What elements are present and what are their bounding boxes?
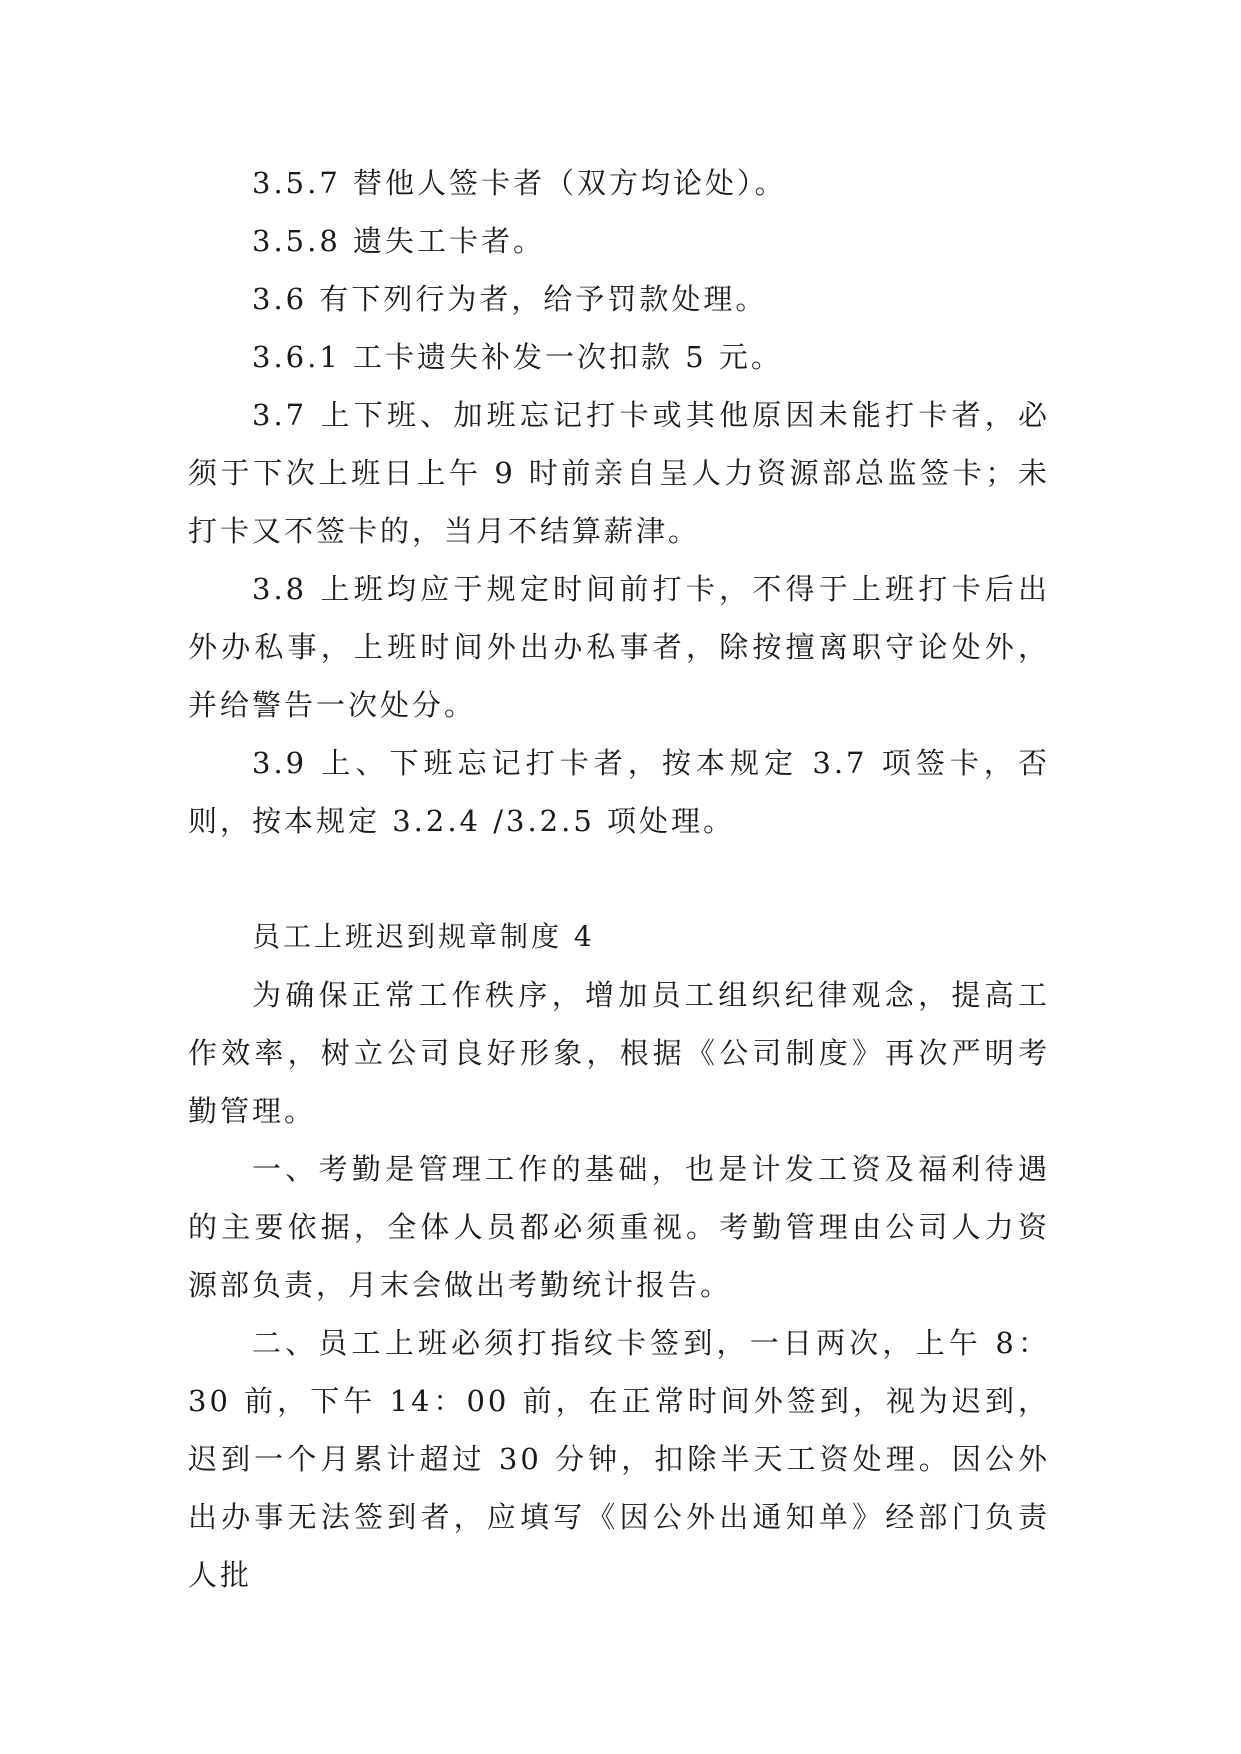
paragraph-3-8: 3.8 上班均应于规定时间前打卡，不得于上班打卡后出外办私事，上班时间外出办私事者，除按擅离职守论处外，并给警告一次处分。 bbox=[188, 572, 1050, 722]
document-body bbox=[188, 154, 1050, 1604]
paragraph-3-6-1: 3.6.1 工卡遗失补发一次扣款 5 元。 bbox=[252, 340, 783, 374]
paragraph-3-9: 3.9 上、下班忘记打卡者，按本规定 3.7 项签卡，否则，按本规定 3.2.4 /3.2.5 项处理。 bbox=[188, 746, 1050, 838]
paragraph-item-2: 二、员工上班必须打指纹卡签到，一日两次，上午 8：30 前，下午 14：00 前，在正常时间外签到，视为迟到，迟到一个月累计超过 30 分钟，扣除半天工资处理。因公外出办事无法签到者，应填写《因公外出通知单》经部门负责人批 bbox=[188, 1326, 1050, 1592]
paragraph-3-5-8: 3.5.8 遗失工卡者。 bbox=[252, 224, 546, 258]
paragraph-3-7: 3.7 上下班、加班忘记打卡或其他原因未能打卡者，必须于下次上班日上午 9 时前亲自呈人力资源部总监签卡；未打卡又不签卡的，当月不结算薪津。 bbox=[188, 398, 1050, 548]
paragraph-3-5-7: 3.5.7 替他人签卡者（双方均论处）。 bbox=[252, 166, 787, 200]
paragraph-3-6: 3.6 有下列行为者，给予罚款处理。 bbox=[252, 282, 768, 316]
paragraph-item-1: 一、考勤是管理工作的基础，也是计发工资及福利待遇的主要依据，全体人员都必须重视。考勤管理由公司人力资源部负责，月末会做出考勤统计报告。 bbox=[188, 1152, 1050, 1302]
section-spacer bbox=[188, 850, 1050, 908]
section-title: 员工上班迟到规章制度 4 bbox=[252, 920, 595, 953]
paragraph-intro: 为确保正常工作秩序，增加员工组织纪律观念，提高工作效率，树立公司良好形象，根据《公司制度》再次严明考勤管理。 bbox=[188, 978, 1050, 1128]
